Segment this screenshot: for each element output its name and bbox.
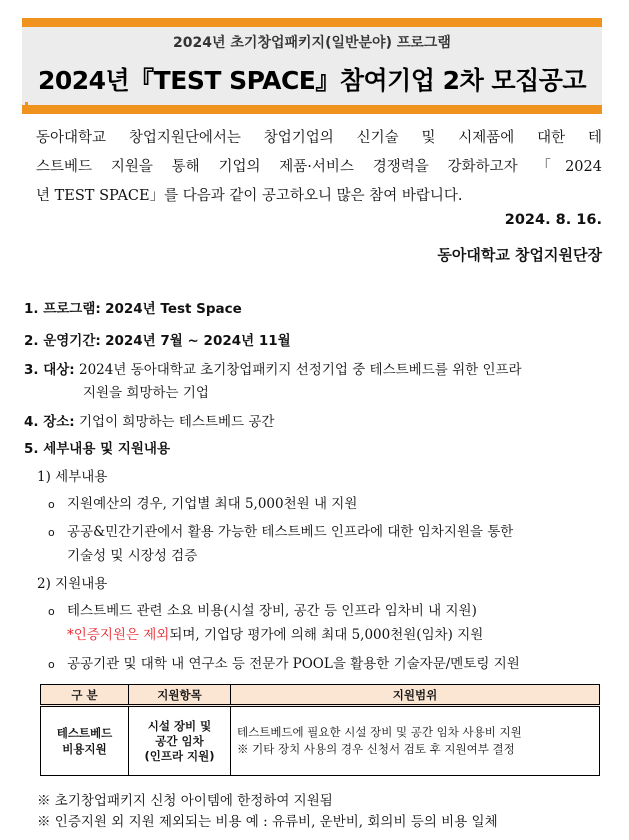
- bullet-cont: 기술성 및 시장성 검증: [67, 548, 198, 564]
- bullet-mark: o: [48, 605, 55, 618]
- section-period: [24, 329, 291, 349]
- announcement-org: 동아대학교 창업지원단장: [437, 246, 602, 264]
- table-header-category: 구 분: [41, 685, 129, 706]
- bullet-text: 공공&민간기관에서 활용 가능한 테스트베드 인프라에 대한 임차지원을 통한: [67, 524, 514, 540]
- table-cell-item: [129, 706, 231, 776]
- intro-line: 동아대학교 창업지원단에서는 창업기업의 신기술 및 시제품에 대한 테: [36, 130, 602, 146]
- cell-line: (인프라 지원): [144, 748, 215, 763]
- cell-line: ※ 기타 장치 사용의 경우 신청서 검토 후 지원여부 결정: [237, 742, 515, 756]
- announcement-date: 2024. 8. 16.: [504, 212, 602, 228]
- bullet-text: 되며, 기업당 평가에 의해 최대 5,000천원(임차) 지원: [169, 627, 484, 643]
- cell-line: 테스트베드에 필요한 시설 장비 및 공간 임차 사용비 지원: [237, 725, 522, 739]
- section-value: 기업이 희망하는 테스트베드 공간: [79, 414, 275, 430]
- table-header-item: 지원항목: [129, 685, 231, 706]
- header-bottom-bar: [22, 105, 602, 114]
- section-location: [24, 410, 274, 430]
- table-cell-scope: [231, 706, 600, 776]
- announcement-header: [22, 18, 602, 114]
- section-value: 2024년 동아대학교 초기창업패키지 선정기업 중 테스트베드를 위한 인프라: [79, 362, 522, 378]
- bullet-item: [48, 599, 477, 619]
- bullet-item: [48, 520, 513, 540]
- bullet-mark: o: [48, 498, 55, 511]
- section-label: 1. 프로그램:: [24, 301, 101, 317]
- table-header-scope: 지원범위: [231, 685, 600, 706]
- cell-line: 비용지원: [62, 742, 107, 756]
- cell-line: 공간 임차: [155, 733, 204, 748]
- bullet-item: [48, 652, 520, 672]
- section-details: [24, 437, 170, 457]
- bullet-cont: [67, 623, 483, 643]
- header-top-bar: [22, 18, 602, 27]
- header-subtitle: 2024년 초기창업패키지(일반분야) 프로그램: [173, 35, 451, 51]
- table-cell-category: [41, 706, 129, 776]
- section-label: 3. 대상:: [24, 362, 75, 378]
- bullet-mark: o: [48, 526, 55, 539]
- header-title: 2024년『TEST SPACE』참여기업 2차 모집공고: [37, 66, 587, 95]
- footnote: ※ 초기창업패키지 신청 아이템에 한정하여 지원됨: [37, 793, 333, 809]
- section-value: 2024년 7월 ~ 2024년 11월: [105, 333, 291, 349]
- section-target-cont: 지원을 희망하는 기업: [83, 385, 209, 401]
- bullet-text: 테스트베드 관련 소요 비용(시설 장비, 공간 등 인프라 임차비 내 지원): [67, 603, 477, 619]
- sub-heading: 1) 세부내용: [37, 469, 108, 485]
- cell-line: 시설 장비 및: [147, 718, 212, 733]
- intro-paragraph: [36, 124, 602, 211]
- support-table: [40, 684, 600, 776]
- section-value: 2024년 Test Space: [105, 301, 242, 317]
- section-label: 2. 운영기간:: [24, 333, 101, 349]
- intro-line: 스트베드 지원을 통해 기업의 제품·서비스 경쟁력을 강화하고자 「2024: [36, 159, 602, 175]
- bullet-item: [48, 492, 357, 512]
- table-header-row: [41, 685, 600, 706]
- table-row: [41, 706, 600, 776]
- bullet-mark: o: [48, 658, 55, 671]
- section-label: 5. 세부내용 및 지원내용: [24, 441, 170, 457]
- cell-line: 테스트베드: [56, 726, 113, 740]
- exclusion-note: *인증지원은 제외: [67, 627, 170, 643]
- footnote: ※ 인증지원 외 지원 제외되는 비용 예 : 유류비, 운반비, 회의비 등의 비용 일체: [37, 814, 498, 830]
- bullet-text: 공공기관 및 대학 내 연구소 등 전문가 POOL을 활용한 기술자문/멘토링 지원: [67, 656, 520, 672]
- section-program: [24, 297, 242, 317]
- intro-line: 년 TEST SPACE」를 다음과 같이 공고하오니 많은 참여 바랍니다.: [36, 188, 463, 204]
- section-target: [24, 358, 522, 378]
- section-label: 4. 장소:: [24, 414, 75, 430]
- sub-heading: 2) 지원내용: [37, 576, 108, 592]
- bullet-text: 지원예산의 경우, 기업별 최대 5,000천원 내 지원: [67, 496, 358, 512]
